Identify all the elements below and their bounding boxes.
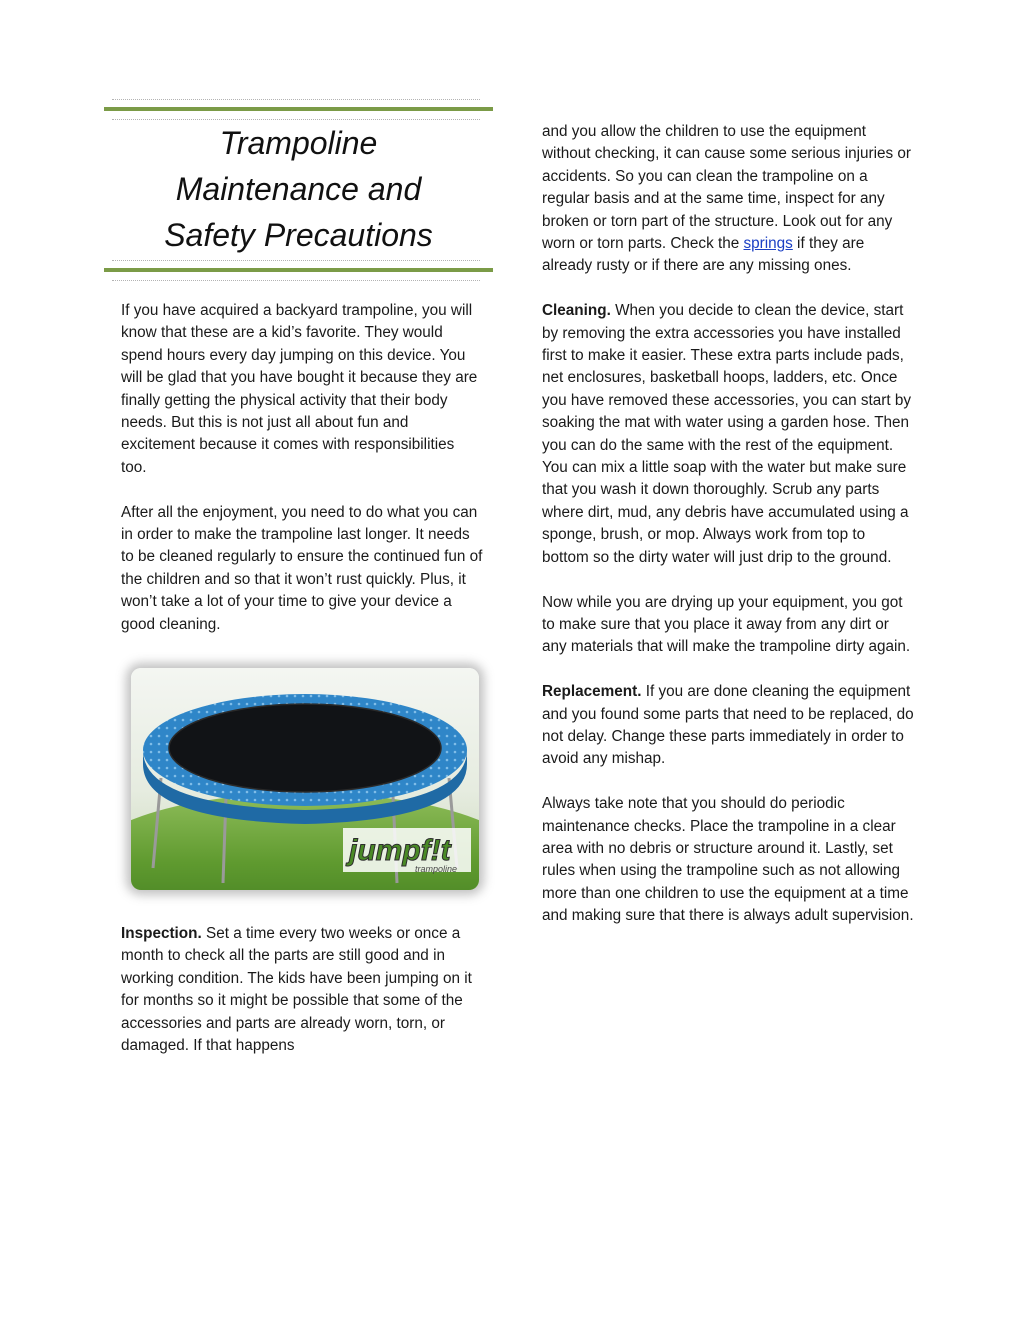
title-dotted-rule-bottom-1 [112,260,480,261]
logo-text: jumpf!t [349,834,451,867]
title-dotted-rule-top-1 [112,99,480,100]
inspection-section [121,923,483,1057]
intro-paragraph-2: After all the enjoyment, you need to do what you can in order to make the trampoline last longer. It needs to be cleaned regularly to ensure the continued fun of the children and so that it won’t rust quickly. Plus, it won’t take a lot of your time to give your device a good cleaning. [121,503,483,633]
trampoline-photo [131,668,479,890]
title-line-1: Trampoline [219,125,378,161]
replacement-text: If you are done cleaning the equipment and you found some parts that need to be replaced, do not delay. Change these parts immediately in order to avoid any mishap. [542,683,914,768]
cleaning-heading: Cleaning. [542,302,611,320]
left-column [121,300,483,636]
title-dotted-rule-bottom-2 [112,280,480,281]
closing-paragraph: Always take note that you should do periodic maintenance checks. Place the trampoline in a clear area with no debris or structure around it. Lastly, set rules when using the trampoline such as not allowing more than one children to use the equipment at a time and making sure that there is always adult supervision. [542,795,914,925]
title-green-rule-top [104,107,493,111]
inspection-text: Set a time every two weeks or once a month to check all the parts are still good and in working condition. The kids have been jumping on it for months so it might be possible that some of the accessories and parts are already worn, torn, or damaged. If that happens [121,925,472,1055]
logo-subtext: trampoline [415,864,458,874]
intro-paragraph-1: If you have acquired a backyard trampoline, you will know that these are a kid’s favorite. They would spend hours every day jumping on this device. You will be glad that you have bought it because they are finally getting the physical activity that their body needs. But this is not just all about fun and excitement because it comes with responsibilities too. [121,302,478,476]
inspection-continued-after-link: if they are already rusty or if there are any missing ones. [542,235,865,275]
springs-link[interactable]: springs [743,235,793,253]
drying-paragraph: Now while you are drying up your equipment, you got to make sure that you place it away from any dirt or any materials that will make the trampoline dirty again. [542,593,911,656]
title-line-3: Safety Precautions [164,217,433,253]
inspection-continued-before-link: and you allow the children to use the equipment without checking, it can cause some serious injuries or accidents. So you can clean the trampoline on a regular basis and at the same time, inspect for any broken or torn part of the structure. Look out for any worn or torn parts. Check the [542,123,912,253]
right-column [542,121,914,928]
cleaning-text: When you decide to clean the device, start by removing the extra accessories you have installed first to make it easier. These extra parts include pads, net enclosures, basketball hoops, ladders, etc. Once you have removed these accessories, you can start by soaking the mat with water using a garden hose. Then you can do the same with the rest of the equipment. You can mix a little soap with the water but make sure that you wash it down thoroughly. Scrub any parts where dirt, mud, any debris have accumulated using a sponge, brush, or mop. Always work from top to bottom so the dirty water will just drip to the ground. [542,302,912,566]
title-line-2: Maintenance and [175,171,422,207]
inspection-heading: Inspection. [121,925,202,942]
replacement-paragraph [542,681,914,771]
replacement-heading: Replacement. [542,683,642,701]
inspection-paragraph [121,923,483,1057]
title-green-rule-bottom [104,268,493,272]
inspection-continued-paragraph [542,121,914,278]
jumpfit-logo [343,828,471,874]
cleaning-paragraph [542,300,914,569]
page-title [104,120,493,258]
